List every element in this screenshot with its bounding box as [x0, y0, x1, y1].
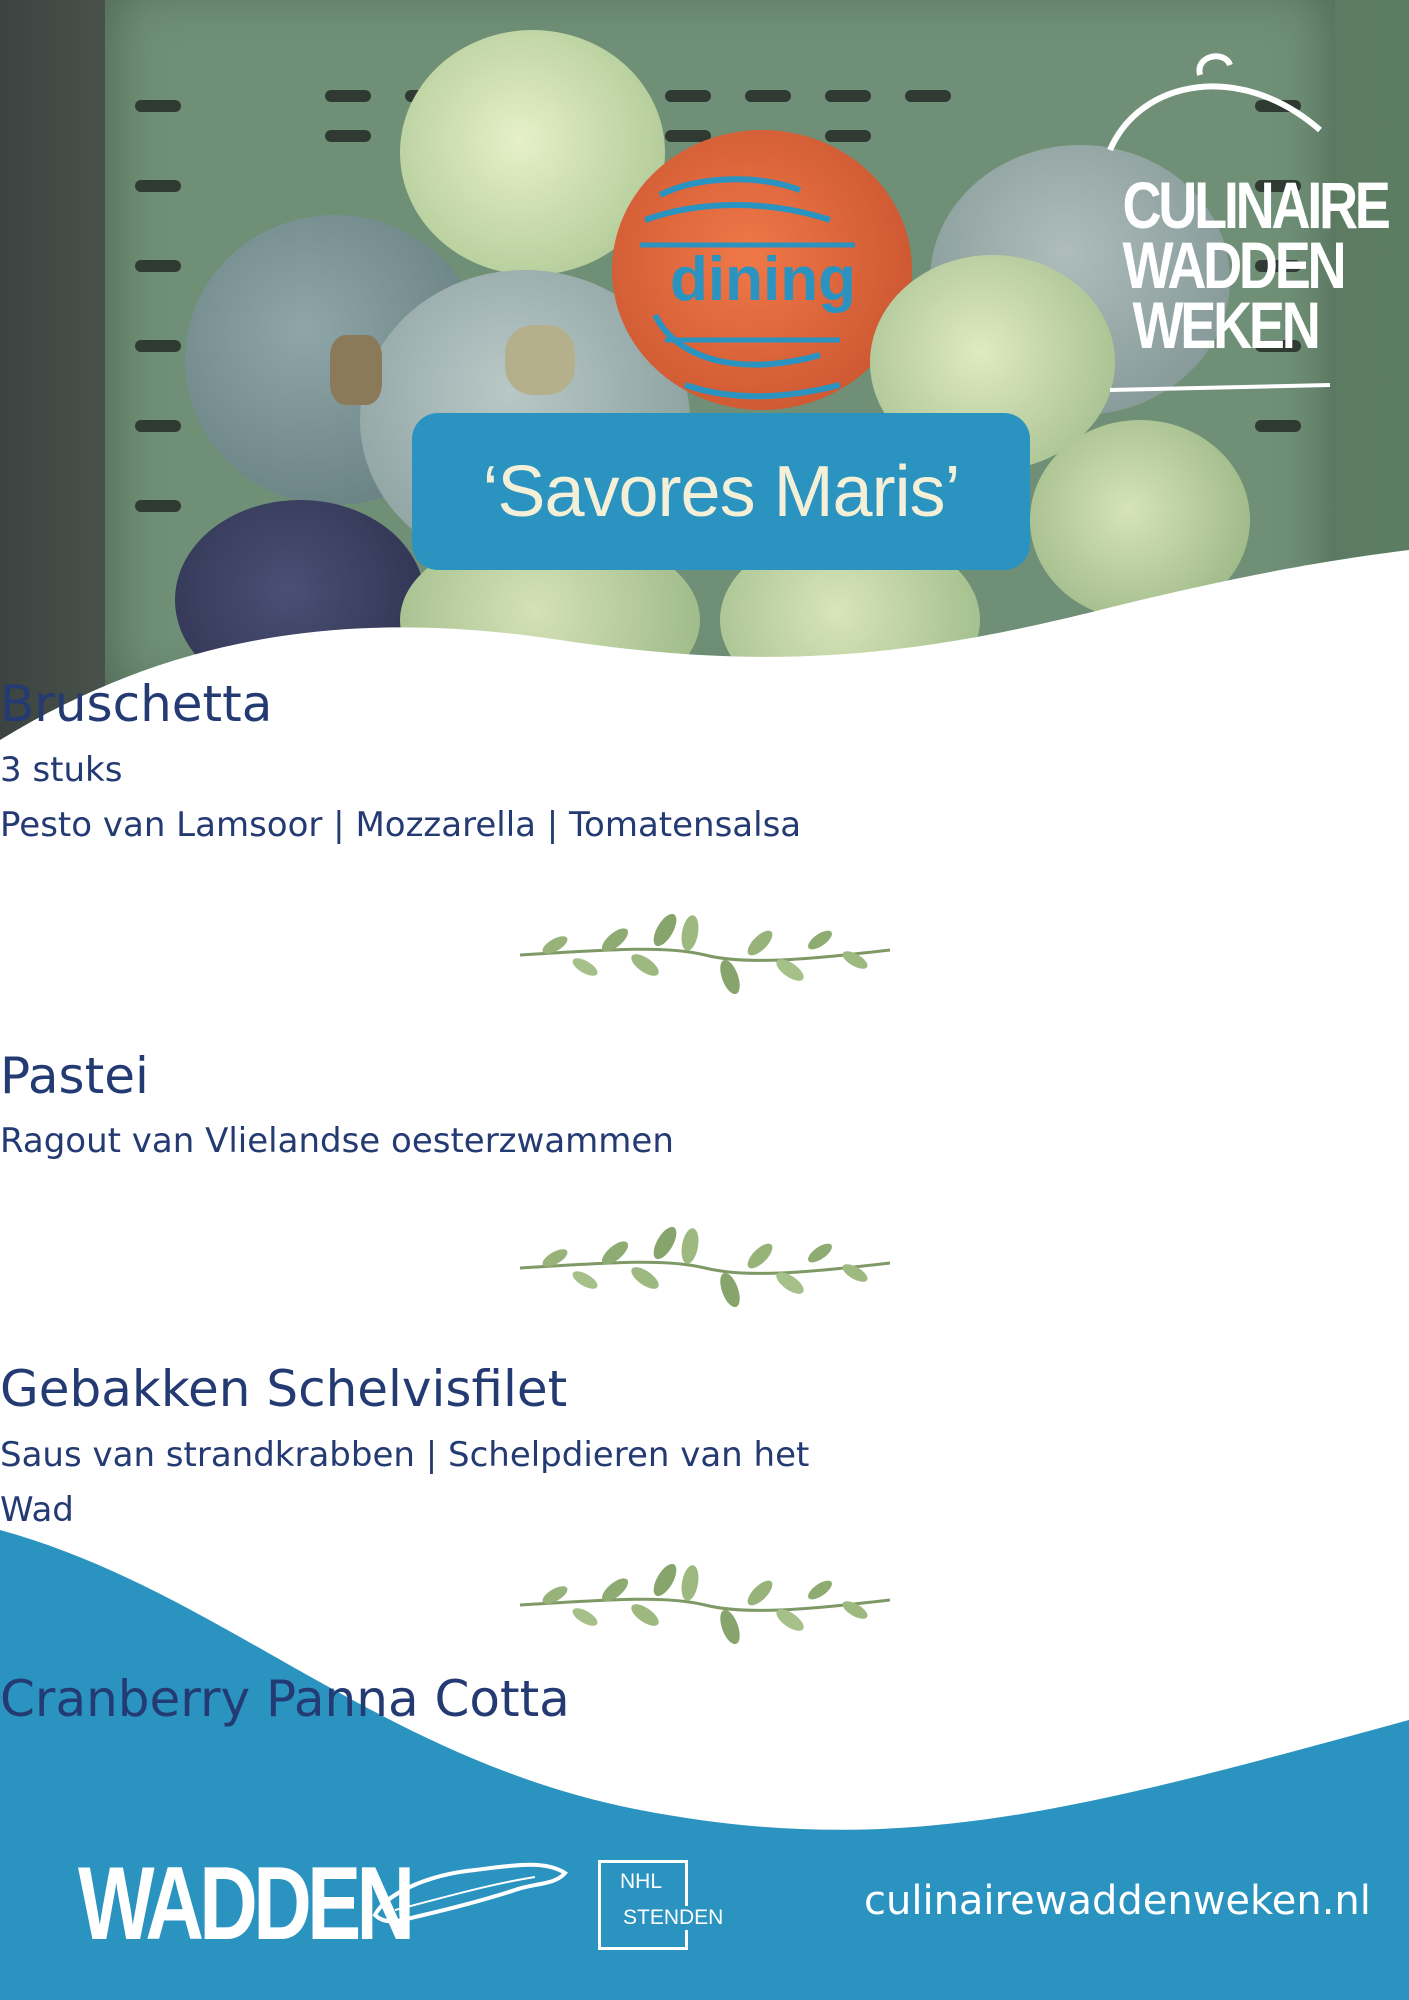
course-3-line-1: Saus van strandkrabben | Schelpdieren van het	[0, 1435, 810, 1475]
nhl-logo-bottom: STENDEN	[620, 1906, 726, 1930]
nhl-logo-top: NHL	[620, 1870, 663, 1893]
course-2-line-1: Ragout van Vlielandse oesterzwammen	[0, 1121, 674, 1161]
leaf-branch-icon	[520, 1223, 890, 1309]
course-3-title: Gebakken Schelvisfilet	[0, 1360, 568, 1418]
dining-logo	[640, 175, 860, 405]
cww-line-1: CULINAIRE	[1122, 168, 1388, 242]
leaf-branch-icon	[520, 1560, 890, 1646]
culinaire-wadden-weken-logo	[1122, 168, 1388, 362]
course-2-title: Pastei	[0, 1047, 149, 1105]
course-1-title: Bruschetta	[0, 675, 273, 733]
leaf-divider-2	[515, 1218, 895, 1318]
title-banner	[412, 413, 1030, 570]
menu-title: ‘Savores Maris’	[482, 451, 960, 532]
website-link[interactable]: culinairewaddenweken.nl	[864, 1878, 1371, 1924]
leaf-divider-3	[515, 1555, 895, 1655]
course-1-line-2: Pesto van Lamsoor | Mozzarella | Tomatensalsa	[0, 805, 802, 845]
cww-line-2: WADDEN	[1122, 228, 1344, 302]
wadden-logo: WADDEN	[78, 1846, 411, 1962]
island-map-icon	[365, 1855, 570, 1935]
leaf-divider-1	[515, 905, 895, 1005]
squash-stem-center	[505, 325, 575, 395]
course-3-line-2: Wad	[0, 1490, 74, 1530]
course-4-title: Cranberry Panna Cotta	[0, 1670, 570, 1728]
dining-logo-text: dining	[670, 245, 856, 314]
course-1-line-1: 3 stuks	[0, 750, 123, 790]
cww-line-3: WEKEN	[1132, 288, 1318, 362]
squash-stem-left	[330, 335, 382, 405]
leaf-branch-icon	[520, 910, 890, 996]
